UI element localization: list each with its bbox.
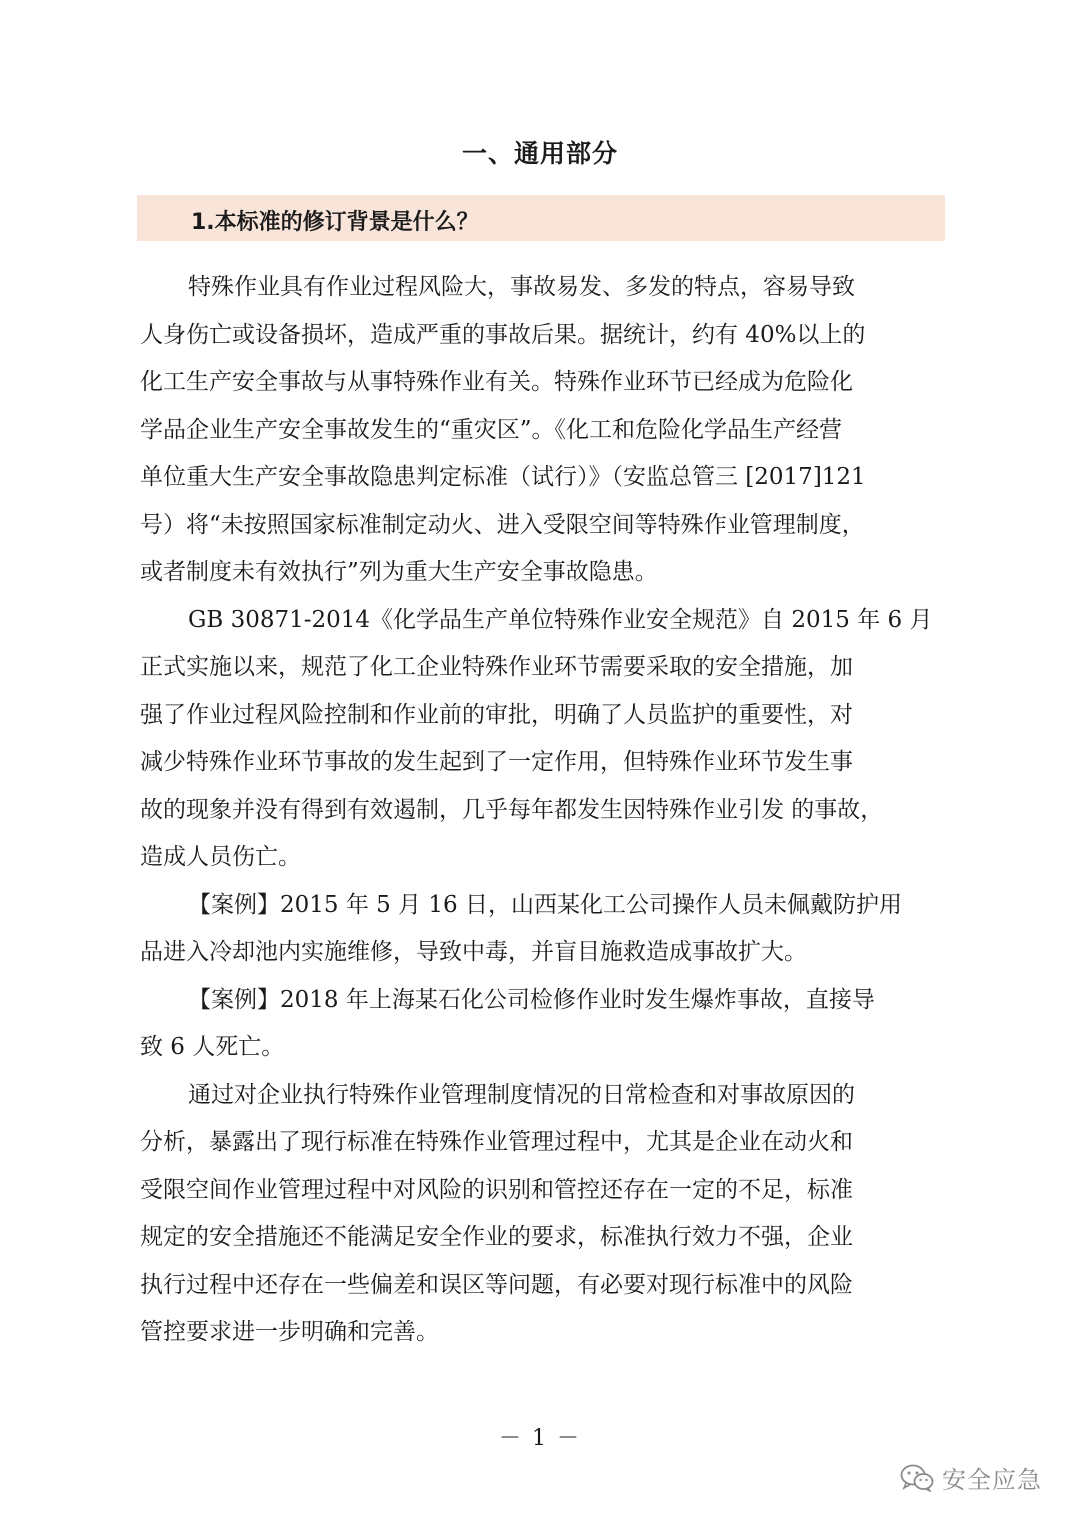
watermark: [900, 1460, 1042, 1495]
text-line: 执行过程中还存在一些偏差和误区等问题，有必要对现行标准中的风险: [140, 1271, 853, 1298]
text-line: 【案例】2015 年 5 月 16 日，山西某化工公司操作人员未佩戴防护用: [188, 891, 902, 918]
text-line: 造成人员伤亡。: [140, 844, 301, 870]
page-number: － 1 －: [499, 1426, 581, 1451]
paragraph-case: [140, 977, 940, 1072]
text-line: 致 6 人死亡。: [140, 1034, 285, 1060]
paragraph: [140, 264, 940, 597]
text-line: 或者制度未有效执行”列为重大生产安全事故隐患。: [140, 559, 658, 585]
text-line: 人身伤亡或设备损坏，造成严重的事故后果。据统计，约有 40%以上的: [140, 321, 866, 348]
text-line: 强了作业过程风险控制和作业前的审批，明确了人员监护的重要性，对: [140, 701, 853, 728]
body-text: [140, 264, 940, 1357]
text-line: 减少特殊作业环节事故的发生起到了一定作用，但特殊作业环节发生事: [140, 749, 853, 775]
text-line: 品进入冷却池内实施维修，导致中毒，并盲目施救造成事故扩大。: [140, 939, 807, 965]
text-line: 【案例】2018 年上海某石化公司检修作业时发生爆炸事故，直接导: [188, 986, 875, 1013]
text-line: 通过对企业执行特殊作业管理制度情况的日常检查和对事故原因的: [188, 1081, 855, 1108]
paragraph-case: [140, 882, 940, 977]
text-line: 特殊作业具有作业过程风险大，事故易发、多发的特点，容易导致: [188, 274, 855, 300]
section-title: 一、通用部分: [461, 139, 618, 168]
question-box: [137, 195, 945, 241]
text-line: 化工生产安全事故与从事特殊作业有关。特殊作业环节已经成为危险化: [140, 369, 853, 395]
paragraph: [140, 1072, 940, 1357]
text-line: 分析，暴露出了现行标准在特殊作业管理过程中，尤其是企业在动火和: [140, 1129, 853, 1155]
text-line: GB 30871-2014《化学品生产单位特殊作业安全规范》自 2015 年 6 月: [188, 606, 933, 633]
text-line: 单位重大生产安全事故隐患判定标准（试行）》（安监总管三 [2017]121: [140, 464, 866, 490]
watermark-text: 安全应急: [942, 1466, 1042, 1494]
text-line: 学品企业生产安全事故发生的“重灾区”。《化工和危险化学品生产经营: [140, 416, 843, 443]
text-line: 规定的安全措施还不能满足安全作业的要求，标准执行效力不强，企业: [140, 1224, 853, 1250]
text-line: 受限空间作业管理过程中对风险的识别和管控还存在一定的不足，标准: [140, 1176, 853, 1203]
wechat-icon: [900, 1464, 934, 1492]
text-line: 号）将“未按照国家标准制定动火、进入受限空间等特殊作业管理制度，: [140, 511, 865, 538]
question-text: 1.本标准的修订背景是什么？: [191, 210, 479, 235]
paragraph: [140, 597, 940, 882]
text-line: 管控要求进一步明确和完善。: [140, 1319, 439, 1345]
text-line: 故的现象并没有得到有效遏制，几乎每年都发生因特殊作业引发 的事故，: [140, 796, 884, 823]
text-line: 正式实施以来，规范了化工企业特殊作业环节需要采取的安全措施，加: [140, 654, 853, 680]
